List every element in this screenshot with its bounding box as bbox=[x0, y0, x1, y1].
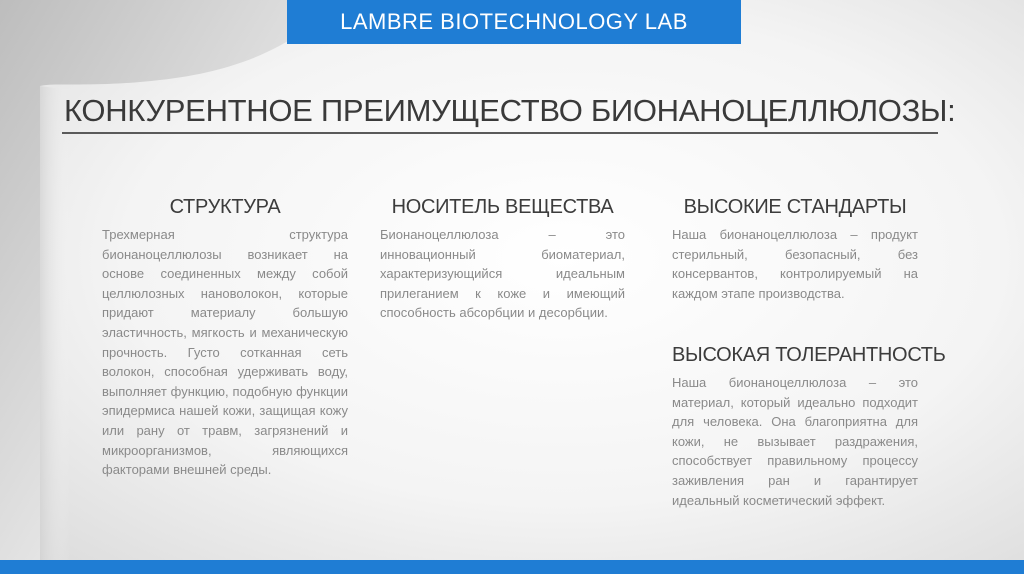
section-text: Трехмерная структура бионаноцеллюлозы возникает на основе соединенных между собой целлюлозных нановолокон, которые придают материалу большую эластичность, мягкость и механическую прочность. Густо сотканная сеть волокон, способная удерживать воду, выполняет функцию, подобную функции эпидермиса нашей кожи, защищая кожу или рану от травм, загрязнений и микроорганизмов, являющихся факторами внешней среды. bbox=[102, 227, 348, 478]
header-banner bbox=[287, 0, 741, 44]
page-title: КОНКУРЕНТНОЕ ПРЕИМУЩЕСТВО БИОНАНОЦЕЛЛЮЛОЗЫ: bbox=[64, 93, 956, 128]
section-tolerance bbox=[672, 344, 946, 510]
section-heading: НОСИТЕЛЬ ВЕЩЕСТВА bbox=[391, 196, 614, 218]
section-heading: ВЫСОКИЕ СТАНДАРТЫ bbox=[683, 196, 907, 218]
title-underline bbox=[62, 132, 938, 134]
banner-text: LAMBRE BIOTECHNOLOGY LAB bbox=[340, 9, 688, 34]
section-heading: ВЫСОКАЯ ТОЛЕРАНТНОСТЬ bbox=[672, 344, 946, 366]
section-text: Наша бионаноцеллюлоза – это материал, который идеально подходит для человека. Она благоприятна для кожи, не вызывает раздражения, способствует правильному процессу заживления ран и гарантирует идеальный косметический эффект. bbox=[672, 375, 918, 508]
section-carrier bbox=[380, 196, 625, 323]
section-structure bbox=[102, 196, 348, 480]
section-text: Наша бионаноцеллюлоза – продукт стерильный, безопасный, без консервантов, контролируемый на каждом этапе производства. bbox=[672, 227, 918, 301]
section-text: Бионаноцеллюлоза – это инновационный биоматериал, характеризующийся идеальным прилеганием к коже и имеющий способность абсорбции и десорбции. bbox=[380, 227, 625, 321]
section-heading: СТРУКТУРА bbox=[169, 196, 281, 218]
footer-bar bbox=[0, 560, 1024, 574]
section-standards bbox=[672, 196, 918, 303]
